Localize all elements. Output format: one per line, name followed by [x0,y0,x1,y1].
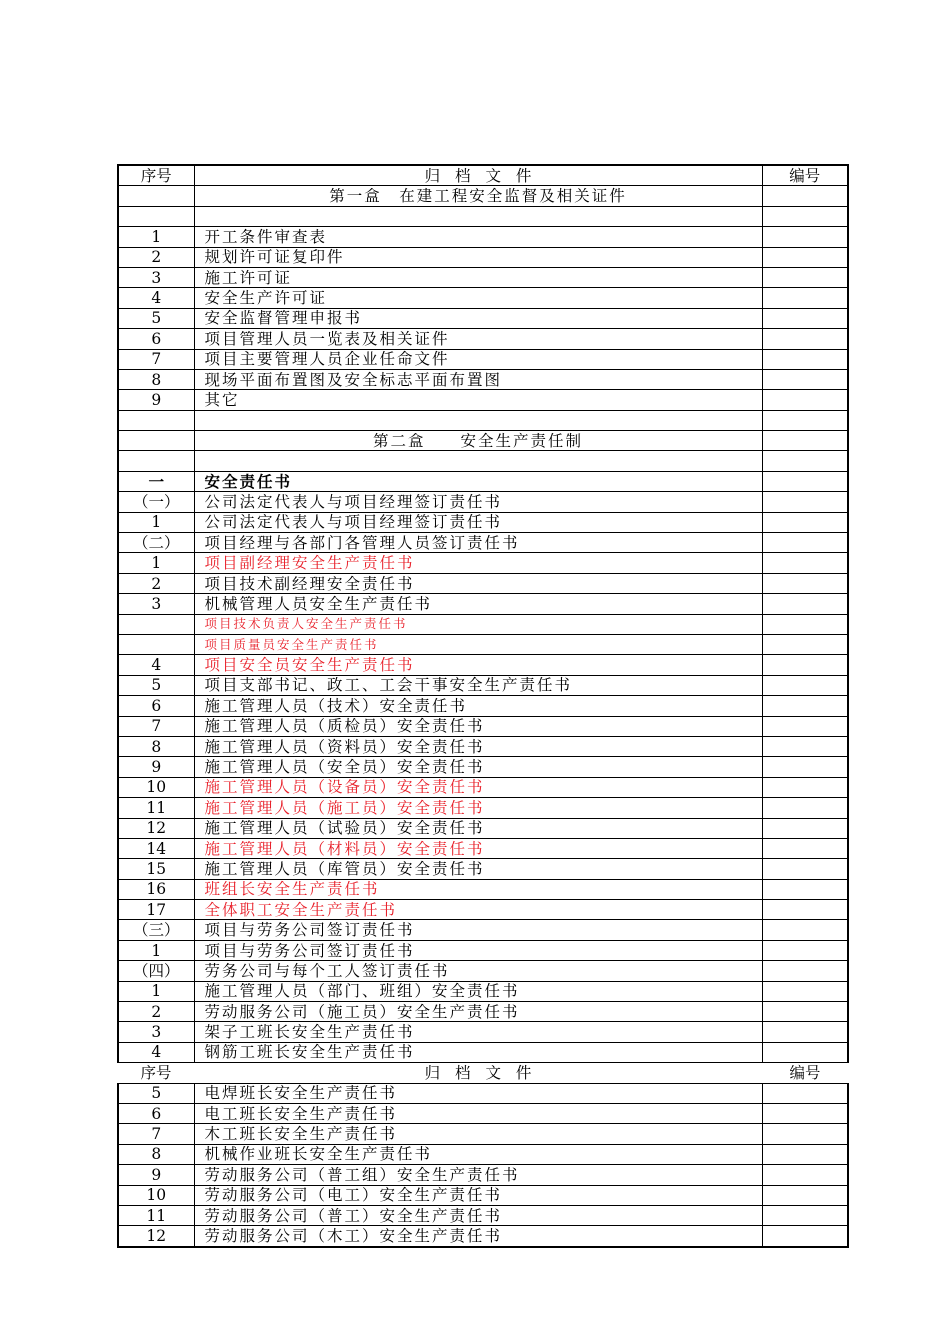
row-document-title: 施工管理人员（部门、班组）安全责任书 [194,981,762,1001]
row-document-title: 安全监督管理申报书 [194,308,762,328]
table-row [118,288,848,308]
table-row [118,614,848,634]
row-serial-number: 2 [118,1002,194,1022]
row-serial-number: 1 [118,940,194,960]
table-row [118,675,848,695]
table-header-row-repeat [118,1063,848,1083]
row-document-title: 劳动服务公司（施工员）安全生产责任书 [194,1002,762,1022]
table-row [118,1002,848,1022]
row-code [762,1022,848,1042]
row-serial-number: 9 [118,1165,194,1185]
row-code [762,369,848,389]
row-code [762,573,848,593]
row-serial-number: 6 [118,1103,194,1123]
row-code [762,492,848,512]
row-serial-number: 6 [118,696,194,716]
table-row [118,1083,848,1103]
row-serial-number [118,451,194,471]
row-document-title [194,206,762,226]
table-row [118,533,848,553]
row-document-title: 项目安全员安全生产责任书 [194,655,762,675]
row-serial-number: 5 [118,675,194,695]
row-code [762,451,848,471]
row-code [762,288,848,308]
row-code [762,736,848,756]
table-row [118,757,848,777]
row-document-title: 项目经理与各部门各管理人员签订责任书 [194,533,762,553]
row-code [762,838,848,858]
row-document-title: 第二盒 安全生产责任制 [194,431,762,451]
row-serial-number: 3 [118,267,194,287]
row-document-title: 劳动服务公司（普工）安全生产责任书 [194,1205,762,1225]
row-serial-number: 4 [118,288,194,308]
header-code: 编号 [762,1063,848,1083]
row-serial-number: 9 [118,757,194,777]
table-row [118,961,848,981]
row-document-title: 施工管理人员（试验员）安全责任书 [194,818,762,838]
row-document-title: 劳动服务公司（电工）安全生产责任书 [194,1185,762,1205]
row-code [762,594,848,614]
row-code [762,716,848,736]
row-serial-number: 3 [118,1022,194,1042]
row-serial-number: 12 [118,1226,194,1247]
row-serial-number [118,431,194,451]
row-document-title: 施工管理人员（技术）安全责任书 [194,696,762,716]
row-document-title: 施工管理人员（资料员）安全责任书 [194,736,762,756]
table-row [118,1185,848,1205]
row-serial-number: 11 [118,1205,194,1225]
row-code [762,634,848,654]
table-row [118,1103,848,1123]
table-row [118,777,848,797]
table-row [118,308,848,328]
row-code [762,900,848,920]
row-serial-number: 5 [118,308,194,328]
row-document-title: 班组长安全生产责任书 [194,879,762,899]
row-serial-number: （一） [118,492,194,512]
row-code [762,1165,848,1185]
table-row [118,818,848,838]
row-document-title [194,410,762,430]
row-code [762,1042,848,1062]
row-serial-number [118,410,194,430]
row-document-title: 项目技术负责人安全生产责任书 [194,614,762,634]
row-code [762,961,848,981]
table-row [118,1165,848,1185]
table-row [118,696,848,716]
header-code: 编号 [762,165,848,186]
row-document-title: 劳动服务公司（普工组）安全生产责任书 [194,1165,762,1185]
row-code [762,553,848,573]
row-code [762,1185,848,1205]
row-document-title: 劳动服务公司（木工）安全生产责任书 [194,1226,762,1247]
row-document-title: 项目支部书记、政工、工会干事安全生产责任书 [194,675,762,695]
row-document-title: 电焊班长安全生产责任书 [194,1083,762,1103]
row-serial-number: 7 [118,349,194,369]
row-serial-number: 11 [118,798,194,818]
row-document-title: 电工班长安全生产责任书 [194,1103,762,1123]
table-row [118,267,848,287]
table-row [118,920,848,940]
table-row [118,247,848,267]
table-row [118,1226,848,1247]
row-document-title: 项目与劳务公司签订责任书 [194,920,762,940]
row-serial-number: （三） [118,920,194,940]
row-code [762,940,848,960]
table-row [118,655,848,675]
table-row [118,1022,848,1042]
row-serial-number: 9 [118,390,194,410]
table-row [118,634,848,654]
row-document-title: 施工管理人员（材料员）安全责任书 [194,838,762,858]
row-document-title: 公司法定代表人与项目经理签订责任书 [194,512,762,532]
row-document-title: 木工班长安全生产责任书 [194,1124,762,1144]
row-code [762,1002,848,1022]
row-serial-number: 8 [118,1144,194,1164]
row-document-title: 项目质量员安全生产责任书 [194,634,762,654]
header-archive-document: 归 档 文 件 [194,165,762,186]
row-code [762,1124,848,1144]
table-row [118,349,848,369]
row-serial-number: 4 [118,655,194,675]
row-code [762,859,848,879]
table-row [118,1042,848,1062]
row-document-title: 施工许可证 [194,267,762,287]
row-code [762,1205,848,1225]
table-row [118,329,848,349]
row-document-title: 劳务公司与每个工人签订责任书 [194,961,762,981]
table-row [118,390,848,410]
table-row [118,410,848,430]
row-code [762,533,848,553]
row-serial-number: 2 [118,247,194,267]
table-row [118,594,848,614]
row-code [762,655,848,675]
table-row [118,227,848,247]
row-document-title: 项目技术副经理安全责任书 [194,573,762,593]
row-serial-number: 17 [118,900,194,920]
row-serial-number: 6 [118,329,194,349]
table-row [118,471,848,491]
row-document-title: 架子工班长安全生产责任书 [194,1022,762,1042]
row-code [762,1083,848,1103]
header-serial-number: 序号 [118,165,194,186]
row-document-title: 项目与劳务公司签订责任书 [194,940,762,960]
row-document-title: 钢筋工班长安全生产责任书 [194,1042,762,1062]
row-serial-number: 14 [118,838,194,858]
header-serial-number: 序号 [118,1063,194,1083]
row-document-title: 施工管理人员（设备员）安全责任书 [194,777,762,797]
table-row [118,431,848,451]
table-row [118,838,848,858]
row-serial-number: 10 [118,777,194,797]
row-code [762,1226,848,1247]
table-row [118,981,848,1001]
row-document-title: 项目主要管理人员企业任命文件 [194,349,762,369]
row-serial-number: （四） [118,961,194,981]
row-serial-number: 1 [118,227,194,247]
row-document-title: 施工管理人员（施工员）安全责任书 [194,798,762,818]
table-row [118,186,848,206]
row-serial-number: 12 [118,818,194,838]
row-code [762,614,848,634]
row-serial-number: 8 [118,369,194,389]
row-serial-number: （二） [118,533,194,553]
table-row [118,798,848,818]
row-document-title: 其它 [194,390,762,410]
row-serial-number: 1 [118,981,194,1001]
row-code [762,349,848,369]
row-document-title: 施工管理人员（安全员）安全责任书 [194,757,762,777]
row-serial-number [118,186,194,206]
row-serial-number: 10 [118,1185,194,1205]
row-document-title: 安全生产许可证 [194,288,762,308]
table-row [118,1205,848,1225]
row-code [762,818,848,838]
table-row [118,451,848,471]
row-code [762,981,848,1001]
row-document-title: 项目副经理安全生产责任书 [194,553,762,573]
table-row [118,369,848,389]
row-document-title: 项目管理人员一览表及相关证件 [194,329,762,349]
row-code [762,879,848,899]
row-serial-number: 4 [118,1042,194,1062]
table-row [118,940,848,960]
row-code [762,798,848,818]
row-code [762,1144,848,1164]
row-document-title: 施工管理人员（质检员）安全责任书 [194,716,762,736]
row-serial-number: 8 [118,736,194,756]
header-archive-document: 归 档 文 件 [194,1063,762,1083]
row-document-title: 安全责任书 [194,471,762,491]
row-serial-number: 7 [118,716,194,736]
row-serial-number [118,614,194,634]
row-code [762,206,848,226]
row-code [762,757,848,777]
row-serial-number: 3 [118,594,194,614]
row-code [762,696,848,716]
table-row [118,859,848,879]
table-row [118,879,848,899]
row-serial-number: 1 [118,512,194,532]
row-code [762,247,848,267]
row-code [762,675,848,695]
row-code [762,390,848,410]
table-row [118,492,848,512]
row-serial-number: 15 [118,859,194,879]
archive-document-table [117,164,849,1248]
row-code [762,186,848,206]
row-document-title: 公司法定代表人与项目经理签订责任书 [194,492,762,512]
row-code [762,308,848,328]
row-serial-number: 1 [118,553,194,573]
table-row [118,736,848,756]
row-code [762,471,848,491]
row-code [762,777,848,797]
table-row [118,553,848,573]
table-row [118,573,848,593]
row-code [762,1103,848,1123]
table-row [118,1144,848,1164]
table-row [118,900,848,920]
row-document-title: 第一盒 在建工程安全监督及相关证件 [194,186,762,206]
row-code [762,431,848,451]
table-row [118,716,848,736]
row-serial-number: 一 [118,471,194,491]
row-serial-number: 2 [118,573,194,593]
table-row [118,206,848,226]
row-document-title: 施工管理人员（库管员）安全责任书 [194,859,762,879]
row-document-title: 现场平面布置图及安全标志平面布置图 [194,369,762,389]
table-header-row [118,165,848,186]
row-document-title: 规划许可证复印件 [194,247,762,267]
row-serial-number: 16 [118,879,194,899]
row-code [762,329,848,349]
row-document-title: 机械作业班长安全生产责任书 [194,1144,762,1164]
row-document-title: 机械管理人员安全生产责任书 [194,594,762,614]
table-row [118,1124,848,1144]
row-serial-number [118,206,194,226]
row-code [762,512,848,532]
row-document-title: 全体职工安全生产责任书 [194,900,762,920]
row-code [762,920,848,940]
table-row [118,512,848,532]
row-serial-number: 7 [118,1124,194,1144]
row-code [762,267,848,287]
row-serial-number: 5 [118,1083,194,1103]
row-code [762,227,848,247]
row-document-title: 开工条件审查表 [194,227,762,247]
row-document-title [194,451,762,471]
row-code [762,410,848,430]
row-serial-number [118,634,194,654]
